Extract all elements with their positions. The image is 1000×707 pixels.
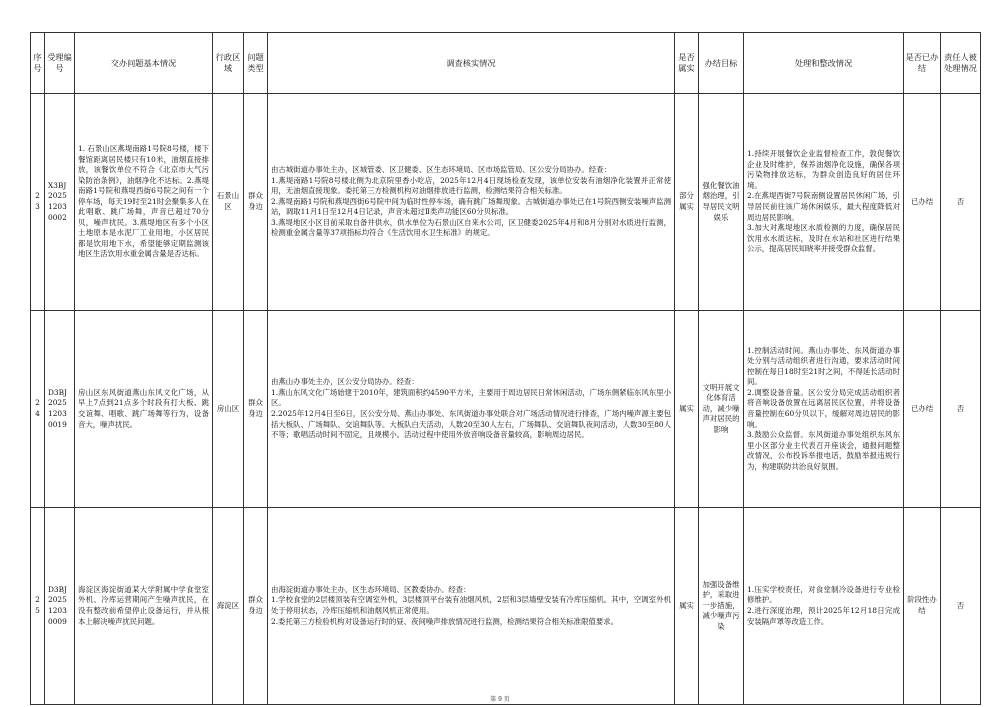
table-header (31, 33, 981, 94)
cell-done: 已办结 (904, 94, 941, 311)
cell-district: 石景山区 (213, 94, 244, 311)
cell-accept-no: D3BJ 2025 1203 0019 (45, 311, 75, 508)
cell-handling: 1.控制活动时间。燕山办事处、东风街道办事处分别与活动组织者进行沟通，要求活动时间控制在每日18时至21时之间，不得延长活动时间。 2.调整设备音量。区公安分局完成活动组织者将音响设备放置在远离居民区位置，并将设备音量控制在60分贝以下，缓解对周边居民的影响。 3.鼓励公众监督。东风街道办事处组织东风东里小区部分业主代表召开座谈会，通报问题整改情况，公布投诉举报电话，鼓励举报违规行为，构建联防共治良好氛围。 (744, 311, 904, 508)
header-type: 问题类型 (244, 33, 268, 94)
header-accept-no: 受理编号 (45, 33, 75, 94)
header-district: 行政区域 (213, 33, 244, 94)
cell-verified: 属实 (675, 508, 699, 705)
header-issue: 交办问题基本情况 (75, 33, 213, 94)
cell-investigation: 由古城街道办事处主办，区城管委、区卫健委、区生态环境局、区市场监管局、区公安分局协办。经查： 1.燕堤南路1号院8号楼北侧为北京院里香小吃店，2025年12月4日现场检查发现，该单位安装有油烟净化装置并正常使用，无油烟直接现象。委托第三方检测机构对油烟排放进行监测，检测结果符合相关标准。 2.燕堤南路1号院和燕堤西街6号院中间为临时性停车场，确有跳广场舞现象。古城街道办事处已在1号院西侧安装噪声监测站，调取11月1日至12月4日记录，声音未超过Ⅱ类声功能区60分贝标准。 3.燕堤地区小区目前采取自备井供水，供水单位为石景山区自来水公司，区卫健委2025年4月和8月分别对水质进行监测，检测重金属含量等37项指标均符合《生活饮用水卫生标准》的规定。 (268, 94, 675, 311)
cell-issue: 1. 石景山区燕堤南路1号院8号楼，楼下餐馆距离居民楼只有10米，油烟直接排放，该餐饮单位不符合《北京市大气污染防治条例》，油烟净化不达标。2.燕堤南路1号院和燕堤西街6号院之间有一个停车场，每天19时至21时会聚集多人在此唱歌、跳广场舞，声音已超过70分贝，噪声扰民。3.燕堤地区有多个小区土地原本是水泥厂工业用地，小区居民都是饮用地下水，希望能够定期监测该地区生活饮用水重金属含量是否达标。 (75, 94, 213, 311)
cell-seq: 24 (31, 311, 45, 508)
cell-issue: 房山区东风街道燕山东风文化广场，从早上7点到21点多个时段有打大板、跳交谊舞、唱歌、跳广场舞等行为，设备音大，噪声扰民。 (75, 311, 213, 508)
table-row (31, 311, 981, 508)
cell-seq: 25 (31, 508, 45, 705)
cell-type: 群众身边 (244, 94, 268, 311)
header-accountability: 责任人被处理情况 (941, 33, 981, 94)
cell-seq: 23 (31, 94, 45, 311)
cell-verified: 部分属实 (675, 94, 699, 311)
cell-accountability: 否 (941, 311, 981, 508)
header-goal: 办结目标 (699, 33, 744, 94)
cell-accept-no: X3BJ 2025 1203 0002 (45, 94, 75, 311)
case-table (30, 32, 981, 705)
header-investigation: 调查核实情况 (268, 33, 675, 94)
header-handling: 处理和整改情况 (744, 33, 904, 94)
table-row (31, 508, 981, 705)
cell-done: 已办结 (904, 311, 941, 508)
header-verified: 是否属实 (675, 33, 699, 94)
cell-goal: 强化餐饮油烟治理，引导居民文明娱乐 (699, 94, 744, 311)
cell-handling: 1.压实学校责任，对食堂制冷设备进行专业检修维护。 2.进行深度治理，预计2025年12月18日完成安装隔声罩等改造工作。 (744, 508, 904, 705)
header-done: 是否已办结 (904, 33, 941, 94)
cell-accountability: 否 (941, 508, 981, 705)
cell-handling: 1.持续开展餐饮企业监督检查工作，敦促餐饮企业及时维护，保养油烟净化设施，确保各项污染物排放达标，为群众创造良好的居住环境。 2.在燕堤西街7号院南侧设置居民休闲广场，引导居民前往该广场休闲娱乐，最大程度降低对周边居民影响。 3.加大对燕堤地区水质检测的力度，确保居民饮用水水质达标，及时在水站和社区进行结果公示，提高居民知晓率并接受群众监督。 (744, 94, 904, 311)
page-number: 第 9 页 (490, 696, 510, 703)
table-row (31, 94, 981, 311)
cell-investigation: 由燕山办事处主办，区公安分局协办。经查： 1.燕山东风文化广场始建于2010年，建筑面积约4590平方米，主要用于周边居民日常休闲活动，广场东侧紧临东风东里小区。 2.2025年12月4日至6日，区公安分局、燕山办事处、东风街道办事处联合对广场活动情况进行排查，广场内噪声源主要包括大板队、广场舞队、交谊舞队等。大板队白天活动，人数20至30人左右，广场舞队、交谊舞队夜间活动，人数30至80人不等；歌唱活动时间不固定，且规模小。活动过程中使用外放音响设备音量较高，影响周边居民。 (268, 311, 675, 508)
cell-investigation: 由海淀街道办事处主办，区生态环境局、区教委协办。经查： 1.学校食堂的2层楼顶装有空调室外机，3层楼顶平台装有油烟风机，2层和3层墙壁安装有冷库压缩机。其中，空调室外机处于停用状态，冷库压缩机和油烟风机正常使用。 2.委托第三方检验机构对设备运行时的昼、夜间噪声排放情况进行监测，检测结果符合相关标准限值要求。 (268, 508, 675, 705)
cell-accountability: 否 (941, 94, 981, 311)
cell-district: 房山区 (213, 311, 244, 508)
cell-done: 阶段性办结 (904, 508, 941, 705)
header-seq: 序号 (31, 33, 45, 94)
cell-verified: 属实 (675, 311, 699, 508)
cell-accept-no: D3BJ 2025 1203 0009 (45, 508, 75, 705)
cell-type: 群众身边 (244, 311, 268, 508)
cell-goal: 文明开展文化体育活动，减少噪声对居民的影响 (699, 311, 744, 508)
cell-district: 海淀区 (213, 508, 244, 705)
cell-type: 群众身边 (244, 508, 268, 705)
cell-goal: 加强设备维护，采取进一步措施，减少噪声污染 (699, 508, 744, 705)
cell-issue: 海淀区海淀街道某大学附属中学食堂室外机、冷库运营期间产生噪声扰民，在没有整改前希望停止设备运行，并从根本上解决噪声扰民问题。 (75, 508, 213, 705)
